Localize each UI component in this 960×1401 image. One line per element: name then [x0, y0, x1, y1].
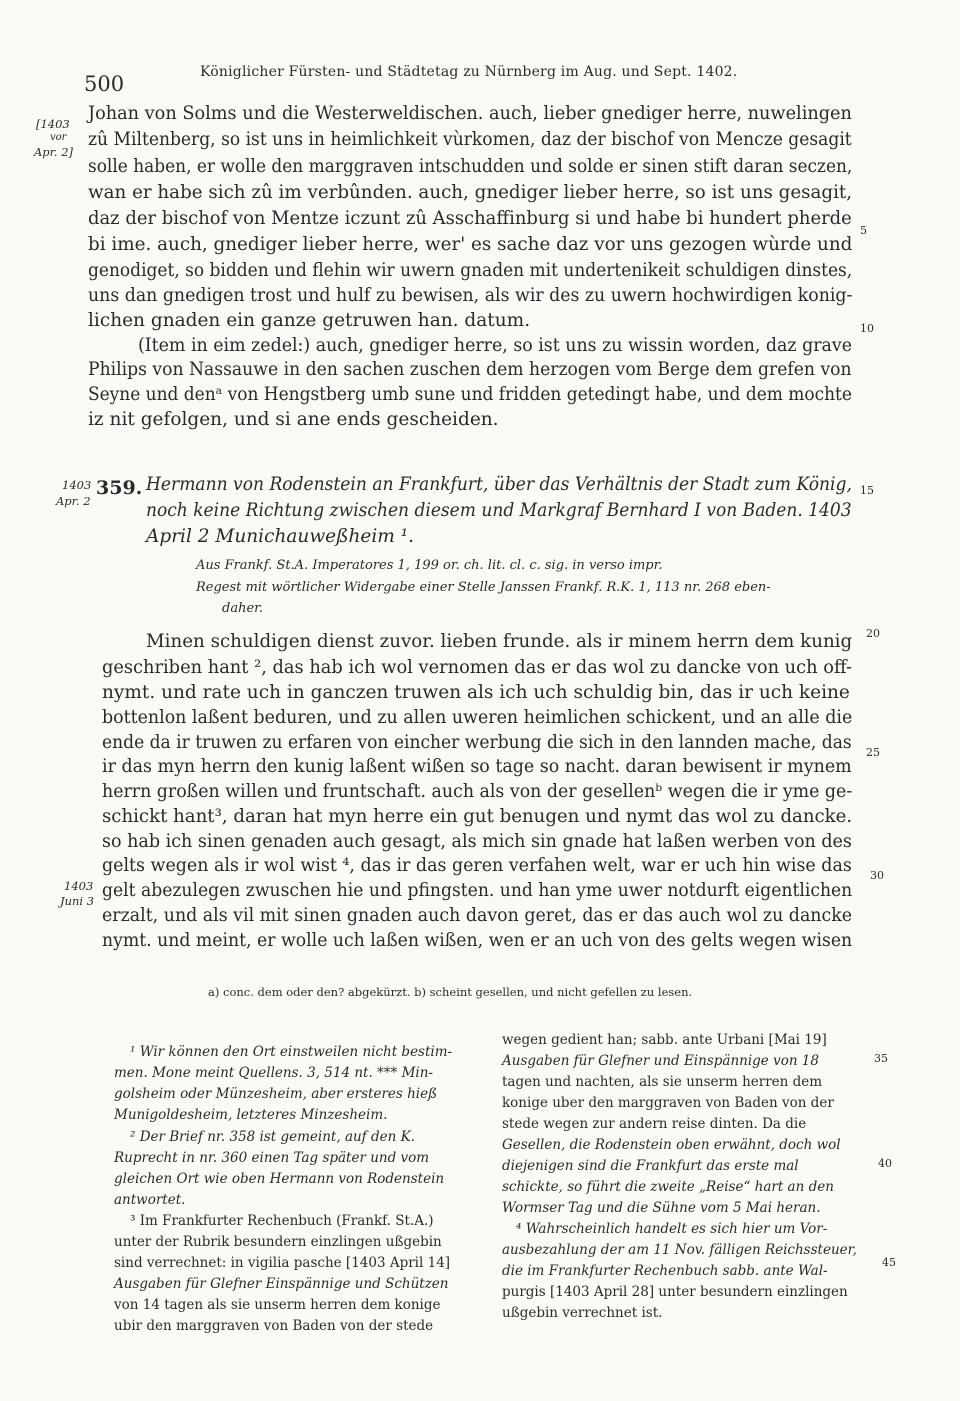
margin-date: 1403 [62, 478, 92, 492]
footnote-line: diejenigen sind die Frankfurt das erste mal [502, 1158, 799, 1174]
footnote-line: gleichen Ort wie oben Hermann von Rodenstein [114, 1171, 445, 1187]
line-number: 45 [882, 1256, 896, 1269]
text-line: bi ime. auch, gnediger lieber herre, wer' es sache daz vor uns gezogen wùrde und [88, 234, 853, 255]
text-line: schickt hant³, daran hat myn herre ein gut benugen und nymt das wol zu dancke. [102, 806, 853, 827]
line-number: 35 [874, 1052, 888, 1065]
line-number: 20 [866, 627, 880, 640]
source-note: Regest mit wörtlicher Widergabe einer Stelle Janssen Frankf. R.K. 1, 113 nr. 268 eben- [196, 580, 771, 595]
text-line: iz nit gefolgen, und si ane ends gescheiden. [88, 409, 499, 430]
footnote-line: purgis [1403 April 28] unter besundern einzlingen [502, 1284, 848, 1300]
footnote-line: antwortet. [114, 1192, 186, 1208]
footnote-line: wegen gedient han; sabb. ante Urbani [Mai 19] [502, 1032, 827, 1048]
footnote-line: men. Mone meint Quellens. 3, 514 nt. *** Min- [114, 1065, 433, 1081]
margin-date: Apr. 2] [34, 145, 74, 159]
critical-apparatus: a) conc. dem oder den? abgekürzt. b) scheint gesellen, und nicht gefellen zu lesen. [208, 985, 693, 999]
text-line: (Item in eim zedel:) auch, gnediger herre, so ist uns zu wissin worden, daz grave [138, 335, 853, 356]
footnote-line: unter der Rubrik besundern einzlingen ußgebin [114, 1234, 442, 1250]
text-line: geschriben hant ², das hab ich wol vernomen das er das wol zu dancke von uch off- [102, 657, 852, 678]
line-number: 40 [878, 1157, 892, 1170]
document-heading: noch keine Richtung zwischen diesem und Markgraf Bernhard I von Baden. 1403 [146, 500, 852, 521]
text-line: bottenlon laßent beduren, und zu allen uweren heimlichen schickent, und an alle die [102, 707, 853, 728]
text-line: Seyne und denᵃ von Hengstberg umb sune und fridden getedingt habe, und dem mochte [88, 384, 852, 405]
footnote-line: ⁴ Wahrscheinlich handelt es sich hier um Vor- [516, 1221, 828, 1237]
footnote-line: konige uber den marggraven von Baden von der [502, 1095, 834, 1111]
text-line: ir das myn herrn den kunig laßent wißen so tage so nacht. daran bewisent ir mynem [102, 756, 852, 777]
text-line: so hab ich sinen genaden auch gesagt, als mich sin gnade hat laßen werben von des [102, 831, 852, 852]
text-line: gelts wegen als ir wol wist ⁴, das ir das geren verfahen welt, war er uch hin wise das [102, 855, 852, 876]
text-line: Philips von Nassauwe in den sachen zuschen dem herzogen vom Berge dem grefen von [88, 359, 852, 380]
footnote-line: tagen und nachten, als sie unserm herren dem [502, 1074, 823, 1090]
text-line: ende da ir truwen zu erfaren von eincher werbung die sich in den lannden mache, das [102, 732, 852, 753]
text-line: Johan von Solms und die Westerweldischen. auch, lieber gnediger herre, nuwelingen [88, 103, 852, 124]
text-line: genodiget, so bidden und flehin wir uwern gnaden mit undertenikeit schuldigen dinstes, [88, 260, 853, 281]
footnote-line: ußgebin verrechnet ist. [502, 1305, 663, 1321]
footnote-line: ¹ Wir können den Ort einstweilen nicht bestim- [130, 1044, 453, 1060]
margin-date: vor [50, 132, 67, 143]
footnote-line: die im Frankfurter Rechenbuch sabb. ante Wal- [502, 1263, 828, 1279]
text-line: erzalt, und als vil mit sinen gnaden auch davon geret, das er das auch wol zu dancke [102, 905, 853, 926]
margin-date: Apr. 2 [56, 494, 91, 508]
line-number: 10 [860, 322, 874, 335]
line-number: 15 [860, 484, 874, 497]
footnote-line: ubir den marggraven von Baden von der stede [114, 1318, 434, 1334]
footnote-line: Ruprecht in nr. 360 einen Tag später und vom [114, 1150, 430, 1166]
text-line: uns dan gnedigen trost und hulf zu bewisen, als wir des zu uwern hochwirdigen konig- [88, 285, 853, 306]
text-line: gelt abezulegen zwuschen hie und pfingsten. und han yme uwer notdurft eigentlichen [102, 880, 853, 901]
margin-date: Juni 3 [60, 894, 95, 908]
text-line: lichen gnaden ein ganze getruwen han. datum. [88, 310, 531, 331]
text-line: herrn großen willen und fruntschaft. auch als von der gesellenᵇ wegen die ir yme ge- [102, 781, 853, 802]
margin-date: [1403 [36, 117, 70, 131]
document-heading: April 2 Munichauweßheim ¹. [146, 526, 414, 547]
text-line: daz der bischof von Mentze iczunt zû Asschaffinburg si und habe bi hundert pherde [88, 208, 852, 229]
footnote-line: ausbezahlung der am 11 Nov. fälligen Reichssteuer, [502, 1242, 857, 1258]
text-line: wan er habe sich zû im verbûnden. auch, gnediger lieber herre, so ist uns gesagit, [88, 182, 853, 203]
footnote-line: sind verrechnet: in vigilia pasche [1403 April 14] [114, 1255, 451, 1271]
footnote-line: von 14 tagen als sie unserm herren dem konige [114, 1297, 441, 1313]
footnote-line: schickte, so führt die zweite „Reise“ hart an den [502, 1179, 834, 1195]
footnote-line: Wormser Tag und die Sühne vom 5 Mai heran. [502, 1200, 821, 1216]
line-number: 25 [866, 746, 880, 759]
document-heading: Hermann von Rodenstein an Frankfurt, über das Verhältnis der Stadt zum König, [146, 474, 852, 495]
text-line: Minen schuldigen dienst zuvor. lieben frunde. als ir minem herrn dem kunig [146, 631, 853, 652]
line-number: 5 [860, 224, 867, 237]
page-number: 500 [84, 72, 125, 96]
footnote-line: stede wegen zur andern reise dinten. Da die [502, 1116, 807, 1132]
text-line: nymt. und rate uch in ganczen truwen als ich uch schuldig bin, das ir uch keine [102, 682, 850, 703]
text-line: zû Miltenberg, so ist uns in heimlichkeit vùrkomen, daz der bischof von Mencze gesagit [88, 129, 852, 150]
footnote-line: ² Der Brief nr. 358 ist gemeint, auf den K. [130, 1129, 415, 1145]
source-note: Aus Frankf. St.A. Imperatores 1, 199 or. ch. lit. cl. c. sig. in verso impr. [196, 558, 663, 573]
footnote-line: Ausgaben für Glefner und Einspännige von 18 [502, 1053, 819, 1069]
document-number: 359. [96, 477, 143, 499]
footnote-line: Ausgaben für Glefner Einspännige und Schützen [114, 1276, 449, 1292]
text-line: solle haben, er wolle den marggraven intschudden und solde er sinen stift daran seczen, [88, 156, 853, 177]
margin-date: 1403 [64, 879, 94, 893]
text-line: nymt. und meint, er wolle uch laßen wißen, wen er an uch von des gelts wegen wisen [102, 930, 853, 951]
footnote-line: Munigoldesheim, letzteres Minzesheim. [114, 1107, 388, 1123]
footnote-line: ³ Im Frankfurter Rechenbuch (Frankf. St.A.) [130, 1213, 434, 1229]
footnote-line: golsheim oder Münzesheim, aber ersteres hieß [114, 1086, 438, 1102]
footnote-line: Gesellen, die Rodenstein oben erwähnt, doch wol [502, 1137, 841, 1153]
line-number: 30 [870, 869, 884, 882]
running-header: Königlicher Fürsten- und Städtetag zu Nürnberg im Aug. und Sept. 1402. [200, 64, 738, 80]
source-note: daher. [222, 601, 264, 616]
